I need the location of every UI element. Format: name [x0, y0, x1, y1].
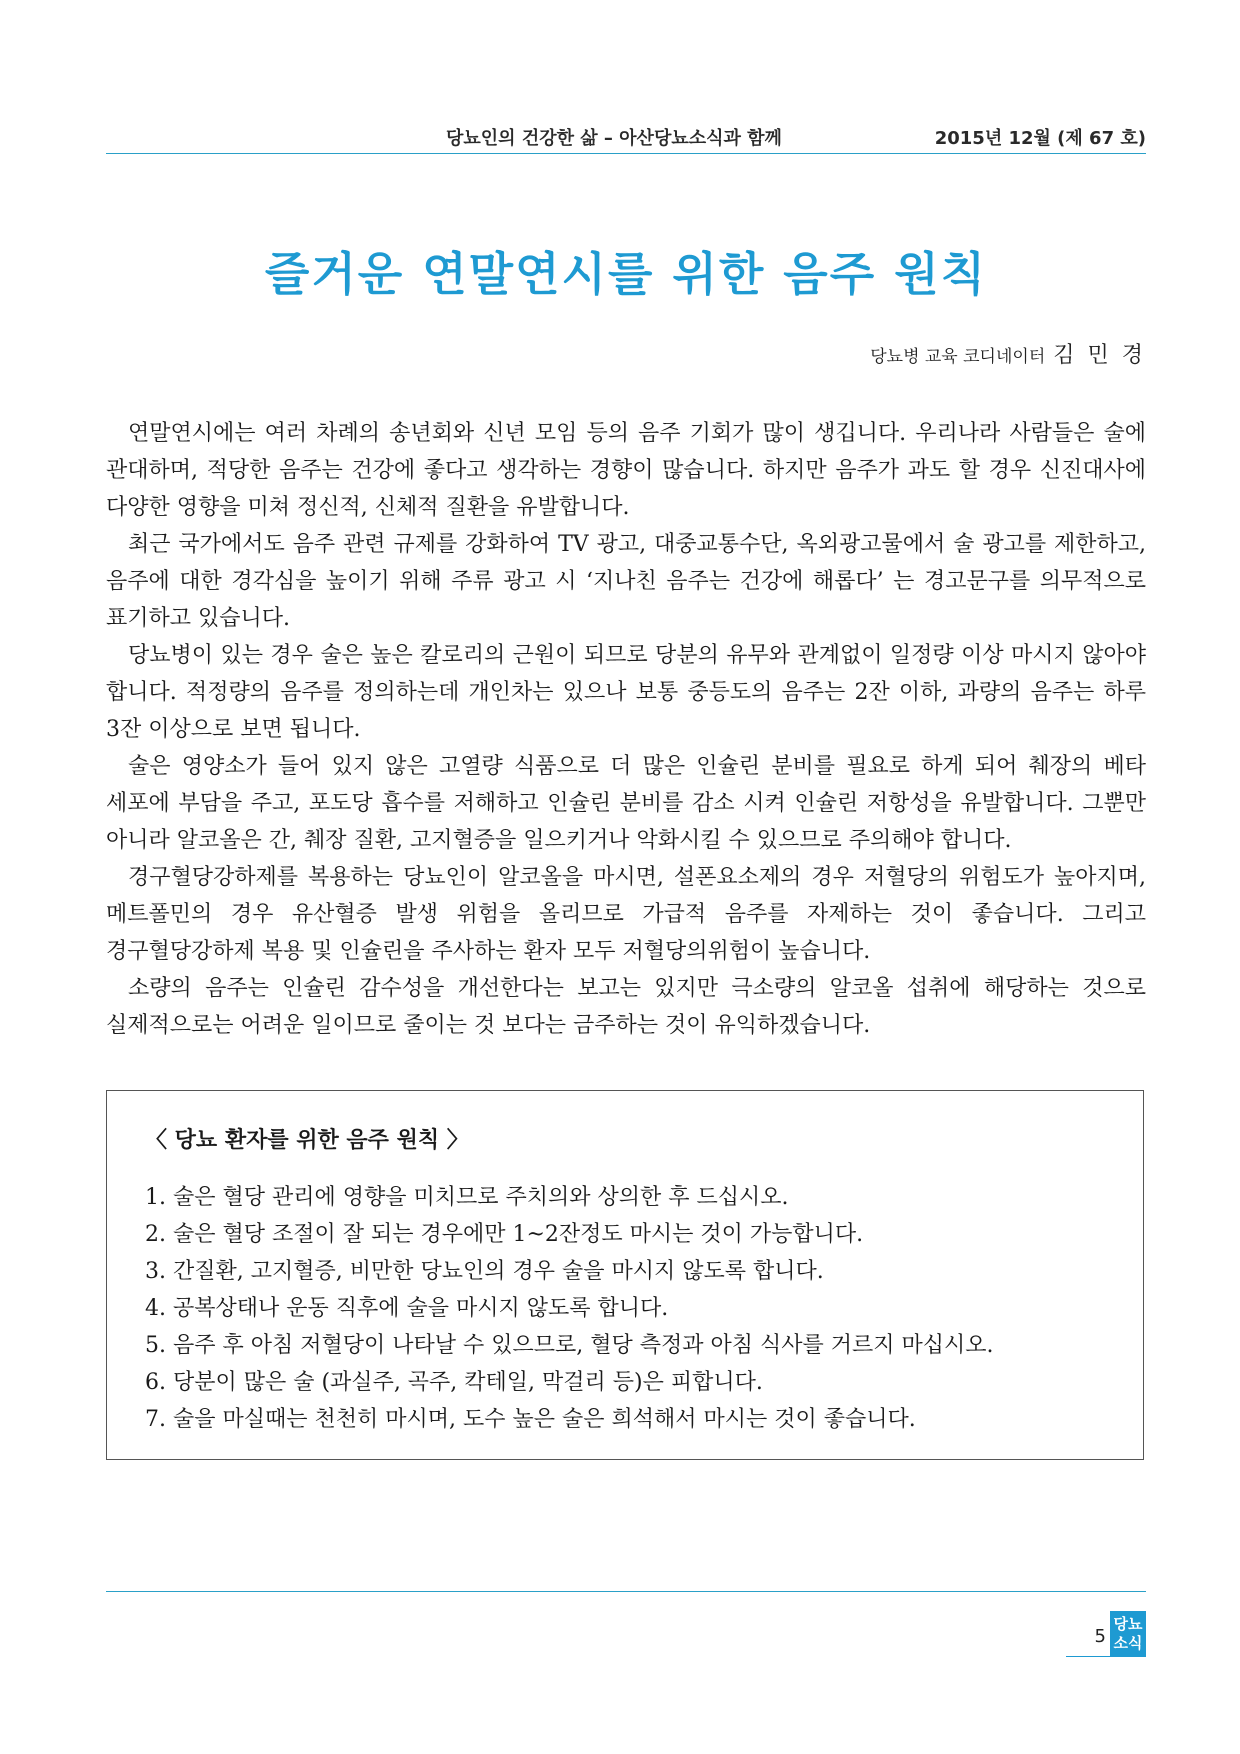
list-item: 7. 술을 마실때는 천천히 마시며, 도수 높은 술은 희석해서 마시는 것이 좋습니다. [145, 1407, 916, 1432]
paragraph: 술은 영양소가 들어 있지 않은 고열량 식품으로 더 많은 인슐린 분비를 필요로 하게 되어 췌장의 베타 세포에 부담을 주고, 포도당 흡수를 저해하고 인슐린 분비를 감소 시켜 인슐린 저항성을 유발합니다. 그뿐만 아니라 알코올은 간, 췌장 질환, 고지혈증을 일으키거나 악화시킬 수 있으므로 주의해야 합니다. [106, 754, 1146, 853]
running-header [106, 122, 1146, 152]
article-body [106, 415, 1146, 1044]
list-item: 3. 간질환, 고지혈증, 비만한 당뇨인의 경우 술을 마시지 않도록 합니다. [145, 1259, 824, 1284]
author-role: 당뇨병 교육 코디네이터 [870, 347, 1046, 367]
paragraph: 연말연시에는 여러 차례의 송년회와 신년 모임 등의 음주 기회가 많이 생깁니다. 우리나라 사람들은 술에 관대하며, 적당한 음주는 건강에 좋다고 생각하는 경향이 많습니다. 하지만 음주가 과도 할 경우 신진대사에 다양한 영향을 미쳐 정신적, 신체적 질환을 유발합니다. [106, 421, 1146, 520]
badge-line: 소식 [1113, 1634, 1143, 1652]
list-item: 2. 술은 혈당 조절이 잘 되는 경우에만 1~2잔정도 마시는 것이 가능합니다. [145, 1222, 864, 1247]
list-item: 6. 당분이 많은 술 (과실주, 곡주, 칵테일, 막걸리 등)은 피합니다. [145, 1370, 763, 1395]
list-item: 4. 공복상태나 운동 직후에 술을 마시지 않도록 합니다. [145, 1296, 669, 1321]
paragraph: 최근 국가에서도 음주 관련 규제를 강화하여 TV 광고, 대중교통수단, 옥외광고물에서 술 광고를 제한하고, 음주에 대한 경각심을 높이기 위해 주류 광고 시 ‘지나친 음주는 건강에 해롭다’ 는 경고문구를 의무적으로 표기하고 있습니다. [106, 532, 1146, 631]
newsletter-series-title: 당뇨인의 건강한 삶 – 아산당뇨소식과 함께 [446, 128, 782, 149]
footer-divider [106, 1591, 1146, 1592]
guidelines-title: 〈 당뇨 환자를 위한 음주 원칙 〉 [145, 1128, 469, 1153]
issue-date: 2015년 12월 (제 67 호) [934, 128, 1146, 149]
guidelines-list [145, 1179, 993, 1438]
header-divider [106, 153, 1146, 154]
newsletter-badge [1110, 1611, 1146, 1657]
author-name: 김 민 경 [1053, 343, 1146, 368]
list-item: 1. 술은 혈당 관리에 영향을 미치므로 주치의와 상의한 후 드십시오. [145, 1185, 789, 1210]
article-title: 즐거운 연말연시를 위한 음주 원칙 [264, 247, 988, 301]
badge-line: 당뇨 [1113, 1615, 1143, 1633]
drinking-guidelines-box [106, 1090, 1144, 1460]
author-byline [870, 338, 1146, 369]
page-number-underline [1066, 1656, 1110, 1657]
page-number: 5 [1094, 1626, 1106, 1647]
paragraph: 당뇨병이 있는 경우 술은 높은 칼로리의 근원이 되므로 당분의 유무와 관계없이 일정량 이상 마시지 않아야 합니다. 적정량의 음주를 정의하는데 개인차는 있으나 보통 중등도의 음주는 2잔 이하, 과량의 음주는 하루 3잔 이상으로 보면 됩니다. [106, 643, 1146, 742]
list-item: 5. 음주 후 아침 저혈당이 나타날 수 있으므로, 혈당 측정과 아침 식사를 거르지 마십시오. [145, 1333, 994, 1358]
paragraph: 경구혈당강하제를 복용하는 당뇨인이 알코올을 마시면, 설폰요소제의 경우 저혈당의 위험도가 높아지며, 메트폴민의 경우 유산혈증 발생 위험을 올리므로 가급적 음주를 자제하는 것이 좋습니다. 그리고 경구혈당강하제 복용 및 인슐린을 주사하는 환자 모두 저혈당의위험이 높습니다. [106, 865, 1146, 964]
paragraph: 소량의 음주는 인슐린 감수성을 개선한다는 보고는 있지만 극소량의 알코올 섭취에 해당하는 것으로 실제적으로는 어려운 일이므로 줄이는 것 보다는 금주하는 것이 유익하겠습니다. [106, 976, 1146, 1038]
